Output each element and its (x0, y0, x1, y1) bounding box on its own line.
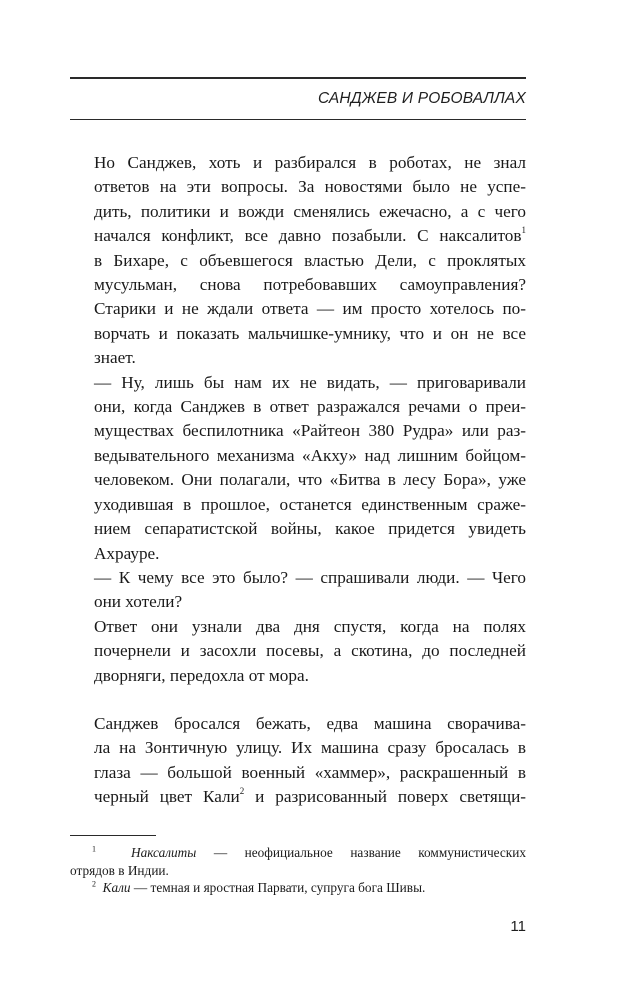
text-line: Ответ они узнали два дня спустя, когда на полях (94, 616, 526, 636)
text-line: они, когда Санджев в ответ разражался речами о преи- (94, 397, 526, 417)
footnotes (70, 844, 526, 897)
paragraph-3 (70, 566, 526, 615)
footnote-line (70, 879, 526, 897)
text-line: муществах беспилотника «Райтеон 380 Рудра» или раз- (94, 421, 526, 441)
text-line: знает. (94, 348, 136, 368)
text-line: глаза — большой военный «хаммер», раскрашенный в (94, 762, 526, 782)
text-line: черный цвет Кали (94, 787, 240, 807)
footnote-ref-1[interactable]: 1 (521, 225, 526, 236)
footnote-line: отрядов в Индии. (70, 862, 169, 878)
text-line: они хотели? (94, 592, 183, 612)
main-text (70, 151, 526, 810)
text-line: человеком. Они полагали, что «Битва в лесу Бора», уже (94, 470, 526, 490)
page-number: 11 (510, 918, 526, 935)
footnote-text: — неофициальное название коммунистических (213, 845, 527, 860)
text-line: дить, политики и вожди сменялись ежечасно, а с чего (94, 201, 526, 221)
footnote-1 (70, 844, 526, 879)
paragraph-2 (70, 371, 526, 566)
top-rule (70, 77, 526, 79)
footnote-ref-2[interactable]: 2 (239, 786, 245, 797)
text-line: ведывательного механизма «Акху» над лишним бойцом- (94, 445, 526, 465)
paragraph-5 (70, 712, 526, 810)
text-line: Санджев бросался бежать, едва машина сворачива- (94, 713, 526, 733)
text-line: уходившая в прошлое, останется единственным сраже- (94, 494, 526, 514)
text-line: в Бихаре, с объевшегося властью Дели, с проклятых (94, 250, 526, 270)
paragraph-4 (70, 615, 526, 688)
running-title: САНДЖЕВ И РОБОВАЛЛАХ (317, 90, 526, 107)
text-line-with-footnote (70, 224, 526, 248)
text-line: ла на Зонтичную улицу. Их машина сразу бросалась в (94, 738, 526, 758)
footnote-marker: 2 (92, 879, 96, 889)
text-line-with-footnote (70, 785, 526, 809)
text-line: — Ну, лишь бы нам их не видать, — приговаривали (94, 372, 526, 392)
text-line: нием сепаратистской войны, какое придется увидеть (94, 519, 526, 539)
paragraph-1 (70, 151, 526, 371)
footnote-text: — темная и яростная Парвати, супруга бога Шивы. (133, 880, 426, 895)
footnote-term: Наксалиты (131, 845, 197, 860)
text-line: почернели и засохли посевы, а скотина, до последней (94, 641, 526, 661)
text-line: дворняги, передохла от мора. (94, 665, 309, 685)
text-line: мусульман, снова потребовавших самоуправления? (94, 275, 526, 295)
text-line: — К чему все это было? — спрашивали люди. — Чего (94, 567, 526, 587)
text-line: ответов на эти вопросы. За новостями было не успе- (94, 177, 526, 197)
text-line: Ахрауре. (94, 543, 160, 563)
footnote-line (70, 844, 526, 862)
footnote-term: Кали (102, 880, 131, 895)
footnote-rule (70, 835, 156, 836)
text-line: Старики и не ждали ответа — им просто хотелось по- (94, 299, 526, 319)
text-line: и разрисованный поверх светящи- (244, 787, 526, 807)
header-rule (70, 119, 526, 120)
text-line: начался конфликт, все давно позабыли. С наксалитов (94, 226, 522, 246)
text-line: ворчать и показать мальчишке-умнику, что и он не все (94, 323, 526, 343)
text-line: Но Санджев, хоть и разбирался в роботах, не знал (94, 153, 526, 172)
footnote-2 (70, 879, 526, 897)
footnote-marker: 1 (92, 844, 96, 854)
